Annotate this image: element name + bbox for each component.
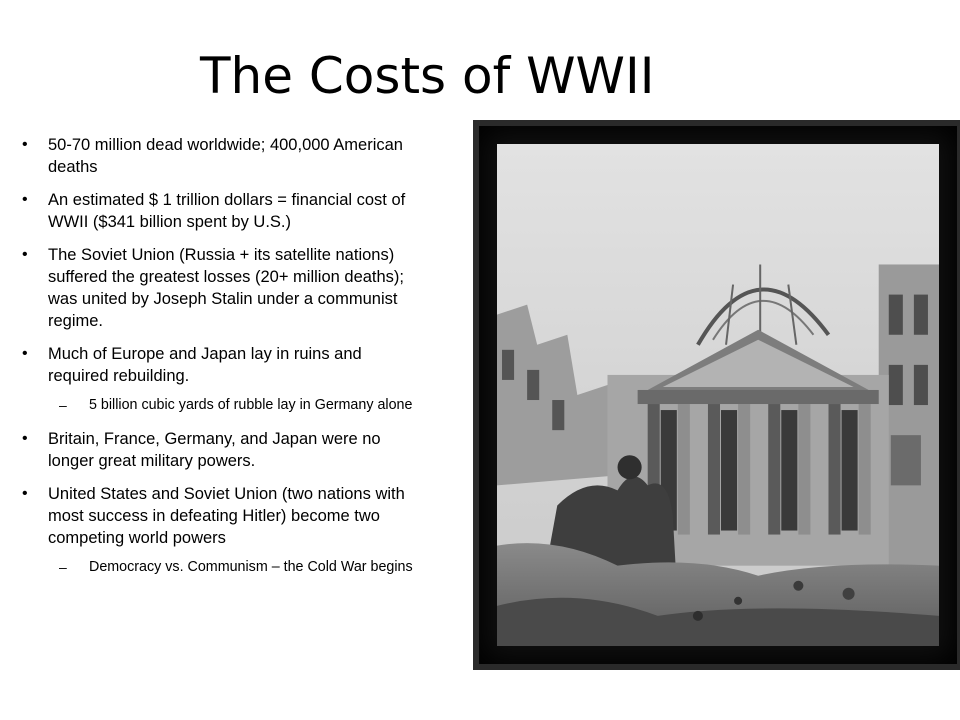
sub-bullet-marker: – <box>59 559 67 575</box>
bullet-marker: • <box>22 191 28 208</box>
bullet-text: 50-70 million dead worldwide; 400,000 American deaths <box>48 136 403 176</box>
bullet-item <box>22 189 422 233</box>
bullet-marker: • <box>22 136 28 153</box>
photo-frame <box>473 120 960 670</box>
bullet-list <box>22 134 422 590</box>
bullet-marker: • <box>22 485 28 502</box>
bullet-item <box>22 483 422 549</box>
bullet-item <box>22 134 422 178</box>
bullet-marker: • <box>22 246 28 263</box>
bullet-item <box>22 428 422 472</box>
bullet-text: Much of Europe and Japan lay in ruins and required rebuilding. <box>48 345 362 385</box>
bullet-text: Britain, France, Germany, and Japan were no longer great military powers. <box>48 430 381 470</box>
bullet-text: United States and Soviet Union (two nations with most success in defeating Hitler) become two competing world powers <box>48 485 405 547</box>
bullet-text: The Soviet Union (Russia + its satellite nations) suffered the greatest losses (20+ million deaths); was united by Joseph Stalin under a communist regime. <box>48 246 405 330</box>
bullet-marker: • <box>22 430 28 447</box>
sub-bullet-item <box>22 395 422 415</box>
reichstag-ruins-photo <box>497 144 939 646</box>
bullet-item <box>22 244 422 332</box>
sub-bullet-text: 5 billion cubic yards of rubble lay in Germany alone <box>89 397 413 413</box>
sub-bullet-item <box>22 557 422 577</box>
sub-bullet-text: Democracy vs. Communism – the Cold War begins <box>89 559 413 575</box>
bullet-text: An estimated $ 1 trillion dollars = financial cost of WWII ($341 billion spent by U.S.) <box>48 191 406 231</box>
bullet-marker: • <box>22 345 28 362</box>
slide-title: The Costs of WWII <box>200 47 655 105</box>
sub-bullet-marker: – <box>59 397 67 413</box>
bullet-item <box>22 343 422 387</box>
